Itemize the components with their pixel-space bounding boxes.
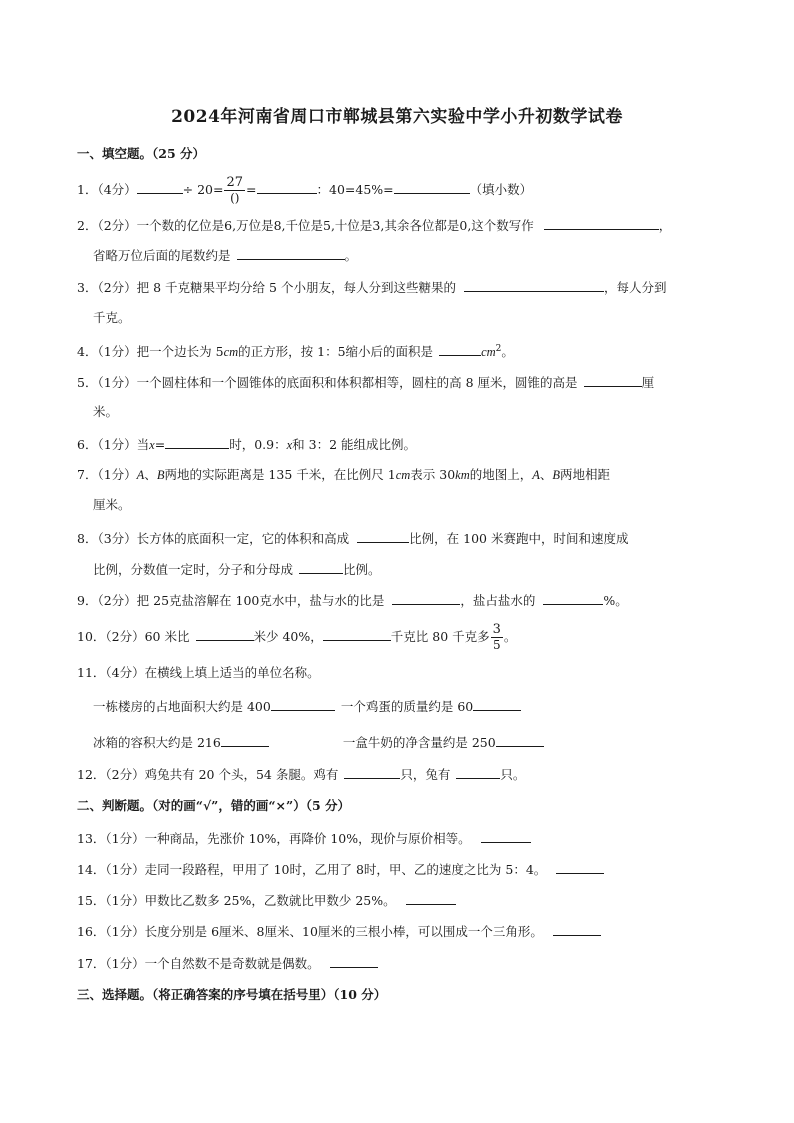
- section-fill-in: 一、填空题。（25 分）: [77, 146, 205, 161]
- answer-blank[interactable]: [406, 891, 456, 905]
- question-2-line-2: 省略万位后面的尾数约是 。: [93, 248, 358, 263]
- answer-blank[interactable]: [556, 860, 604, 874]
- answer-blank[interactable]: [464, 278, 604, 292]
- question-3-line-2: 千克。: [93, 310, 131, 325]
- answer-blank[interactable]: [543, 591, 603, 605]
- answer-blank[interactable]: [299, 560, 343, 574]
- answer-blank[interactable]: [544, 216, 659, 230]
- question-10: 10．（2分）60 米比 米少 40%， 千克比 80 千克多 $\frac{3}{5}$ 。: [77, 622, 517, 652]
- answer-blank[interactable]: [271, 697, 335, 711]
- question-12: 12．（2分）鸡兔共有 20 个头，54 条腿。鸡有 只，兔有 只。: [77, 767, 526, 782]
- fraction: $\frac{27}{()}$: [226, 175, 244, 205]
- question-11-row-1: 一栋楼房的占地面积大约是 400 一个鸡蛋的质量约是 60: [93, 697, 521, 716]
- question-9: 9．（2分）把 25克盐溶解在 100克水中，盐与水的比是 ，盐占盐水的 %。: [77, 593, 628, 608]
- answer-blank[interactable]: [481, 829, 531, 843]
- question-8: 8．（3分）长方体的底面积一定，它的体积和高成 比例，在 100 米赛跑中，时间和速度成: [77, 531, 629, 546]
- answer-blank[interactable]: [394, 180, 470, 194]
- answer-blank[interactable]: [553, 922, 601, 936]
- question-16: 16．（1分）长度分别是 6厘米、8厘米、10厘米的三根小棒，可以围成一个三角形。: [77, 922, 601, 941]
- answer-blank[interactable]: [392, 591, 460, 605]
- question-14: 14．（1分）走同一段路程，甲用了 10时，乙用了 8时，甲、乙的速度之比为 5：4。: [77, 860, 604, 879]
- answer-blank[interactable]: [323, 627, 391, 641]
- answer-blank[interactable]: [456, 765, 500, 779]
- page-title: 2024年河南省周口市郸城县第六实验中学小升初数学试卷: [171, 107, 623, 127]
- answer-blank[interactable]: [439, 342, 481, 356]
- question-3: 3．（2分）把 8 千克糖果平均分给 5 个小朋友，每人分到这些糖果的 ，每人分到: [77, 280, 667, 295]
- question-7: 7．（1分）A、B两地的实际距离是 135 千米，在比例尺 1cm表示 30km的地图上，A、B两地相距: [77, 467, 611, 482]
- fraction: $\frac{3}{5}$: [492, 622, 501, 652]
- question-11: 11．（4分）在横线上填上适当的单位名称。: [77, 665, 320, 680]
- answer-blank[interactable]: [330, 954, 378, 968]
- answer-blank[interactable]: [165, 435, 229, 449]
- question-11-row-2: 冰箱的容积大约是 216 一盒牛奶的净含量约是 250: [93, 733, 544, 752]
- question-15: 15．（1分）甲数比乙数多 25%，乙数就比甲数少 25%。: [77, 891, 456, 910]
- answer-blank[interactable]: [473, 697, 521, 711]
- question-6: 6．（1分）当x= 时，0.9：x和 3：2 能组成比例。: [77, 437, 417, 452]
- question-4: 4．（1分）把一个边长为 5cm的正方形，按 1：5缩小后的面积是 $cm^2$。: [77, 343, 514, 359]
- answer-blank[interactable]: [137, 180, 183, 194]
- answer-blank[interactable]: [237, 246, 345, 260]
- answer-blank[interactable]: [196, 627, 254, 641]
- question-5-line-2: 米。: [93, 404, 119, 419]
- question-17: 17．（1分）一个自然数不是奇数就是偶数。: [77, 954, 378, 973]
- answer-blank[interactable]: [357, 529, 409, 543]
- question-13: 13．（1分）一种商品，先涨价 10%，再降价 10%，现价与原价相等。: [77, 829, 531, 848]
- question-7-line-2: 厘米。: [93, 497, 131, 512]
- section-multiple-choice: 三、选择题。（将正确答案的序号填在括号里）（10 分）: [77, 987, 387, 1002]
- question-2: 2．（2分）一个数的亿位是6,万位是8,千位是5,十位是3,其余各位都是0,这个数写作 ，: [77, 218, 672, 233]
- question-5: 5．（1分）一个圆柱体和一个圆锥体的底面积和体积都相等，圆柱的高 8 厘米，圆锥的高是 厘: [77, 375, 655, 390]
- answer-blank[interactable]: [221, 733, 269, 747]
- section-true-false: 二、判断题。（对的画“√”，错的画“×”）（5 分）: [77, 798, 350, 813]
- answer-blank[interactable]: [344, 765, 400, 779]
- answer-blank[interactable]: [584, 373, 642, 387]
- answer-blank[interactable]: [496, 733, 544, 747]
- question-1: 1．（4分） ÷ 20= $\frac{27}{()}$ = ：40=45%= （填小数）: [77, 175, 533, 205]
- answer-blank[interactable]: [257, 180, 317, 194]
- question-8-line-2: 比例，分数值一定时，分子和分母成 比例。: [93, 562, 381, 577]
